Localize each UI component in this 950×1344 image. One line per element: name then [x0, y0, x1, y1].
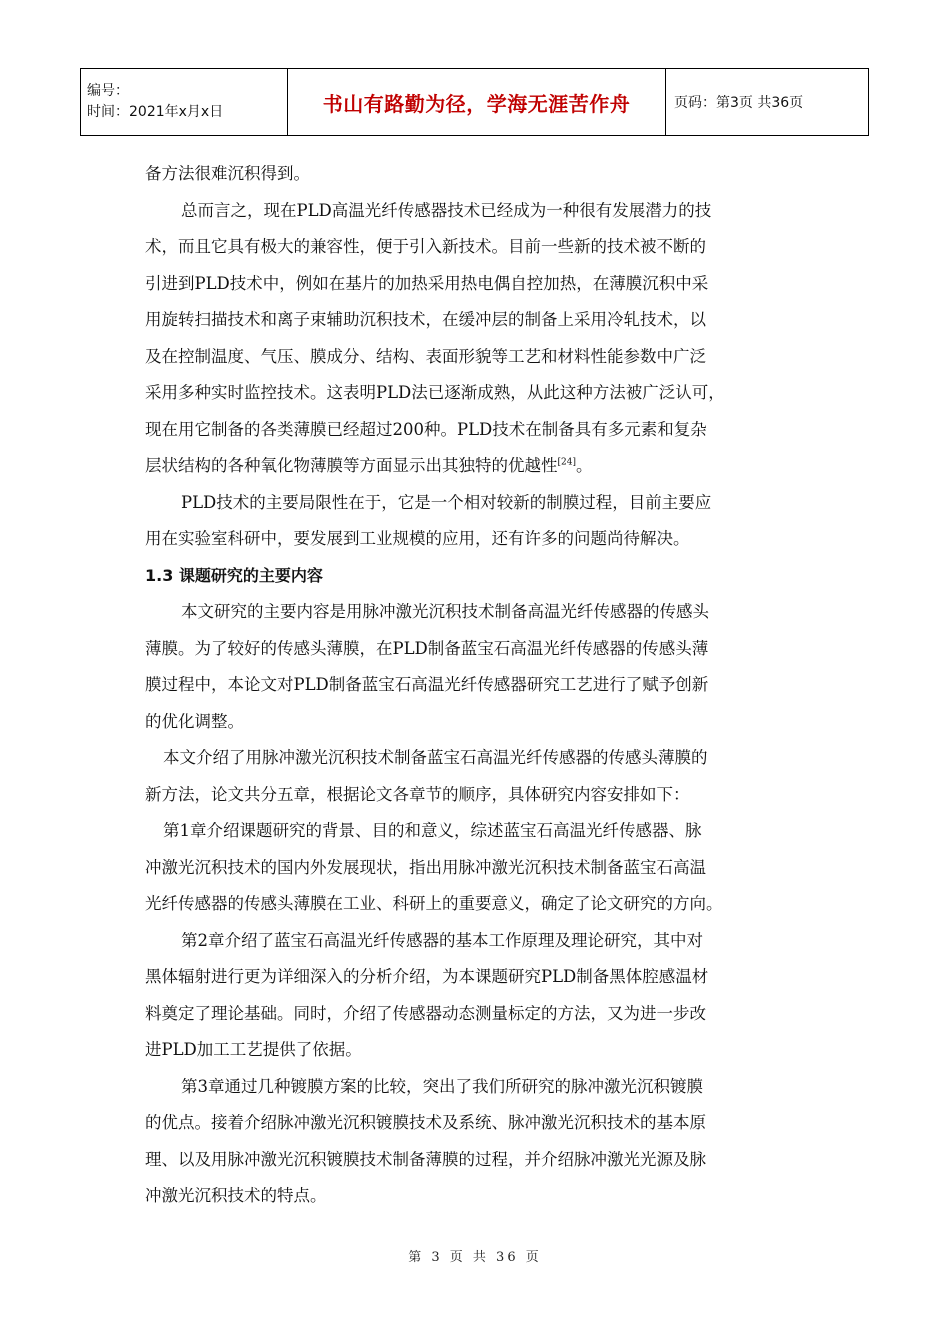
- section-heading: 1.3 课题研究的主要内容: [145, 565, 323, 585]
- header-table: [80, 68, 869, 136]
- citation-ref: [24]: [557, 457, 576, 468]
- paragraph-chapter-2: [145, 923, 810, 1069]
- paragraph-line: 冲激光沉积技术的特点。: [145, 1186, 327, 1205]
- paragraph-line: 总而言之，现在PLD高温光纤传感器技术已经成为一种很有发展潜力的技: [181, 200, 712, 220]
- paragraph-line: 及在控制温度、气压、膜成分、结构、表面形貌等工艺和材料性能参数中广泛: [145, 346, 706, 366]
- paragraph-chapter-3: [145, 1069, 810, 1215]
- paragraph-main-content: [145, 594, 810, 740]
- paragraph-line: 本文研究的主要内容是用脉冲激光沉积技术制备高温光纤传感器的传感头: [181, 602, 709, 621]
- paragraph-line: 用在实验室科研中，要发展到工业规模的应用，还有许多的问题尚待解决。: [145, 529, 690, 548]
- document-date-label: 时间：2021年x月x日: [87, 104, 224, 120]
- paragraph-summary: [145, 193, 810, 485]
- paragraph-text: 层状结构的各种氧化物薄膜等方面显示出其独特的优越性: [145, 456, 558, 475]
- paragraph-line: 引进到PLD技术中，例如在基片的加热采用热电偶自控加热，在薄膜沉积中采: [145, 273, 709, 293]
- paragraph-line: 现在用它制备的各类薄膜已经超过200种。PLD技术在制备具有多元素和复杂: [145, 419, 707, 439]
- document-number-label: 编号：: [87, 83, 129, 99]
- paragraph-line: 第2章介绍了蓝宝石高温光纤传感器的基本工作原理及理论研究，其中对: [181, 930, 703, 950]
- paragraph-line: 的优点。接着介绍脉冲激光沉积镀膜技术及系统、脉冲激光沉积技术的基本原: [145, 1113, 706, 1132]
- paragraph-end-punct: 。: [575, 456, 593, 475]
- paragraph-line: 备方法很难沉积得到。: [145, 164, 310, 183]
- paragraph-line: 理、以及用脉冲激光沉积镀膜技术制备薄膜的过程，并介绍脉冲激光光源及脉: [145, 1149, 706, 1169]
- paragraph-outline-intro: [145, 740, 810, 813]
- paragraph-line: [145, 448, 810, 485]
- document-body: [145, 156, 810, 1215]
- paragraph-line: 新方法，论文共分五章，根据论文各章节的顺序，具体研究内容安排如下：: [145, 784, 690, 804]
- paragraph-line: 术，而且它具有极大的兼容性，便于引入新技术。目前一些新的技术被不断的: [145, 237, 706, 256]
- paragraph-line: 进PLD加工工艺提供了依据。: [145, 1040, 362, 1059]
- paragraph-chapter-1: [145, 813, 810, 923]
- paragraph-line: 用旋转扫描技术和离子束辅助沉积技术，在缓冲层的制备上采用冷轧技术，以: [145, 310, 706, 329]
- paragraph-line: 本文介绍了用脉冲激光沉积技术制备蓝宝石高温光纤传感器的传感头薄膜的: [163, 748, 708, 767]
- paragraph-line: 光纤传感器的传感头薄膜在工业、科研上的重要意义，确定了论文研究的方向。: [145, 894, 723, 913]
- page-footer: 第 3 页 共 36 页: [408, 1250, 542, 1265]
- paragraph-line: 第3章通过几种镀膜方案的比较，突出了我们所研究的脉冲激光沉积镀膜: [181, 1076, 703, 1096]
- paragraph-line: 料奠定了理论基础。同时，介绍了传感器动态测量标定的方法，又为进一步改: [145, 1003, 706, 1023]
- header-page-info: 页码：第3页 共36页: [666, 69, 869, 136]
- paragraph-line: PLD技术的主要局限性在于，它是一个相对较新的制膜过程，目前主要应: [181, 492, 712, 512]
- header-motto: 书山有路勤为径，学海无涯苦作舟: [288, 69, 666, 136]
- paragraph-line: 的优化调整。: [145, 711, 244, 731]
- header-meta-cell: [81, 69, 288, 136]
- paragraph-limitations: [145, 485, 810, 558]
- paragraph-line: 冲激光沉积技术的国内外发展现状，指出用脉冲激光沉积技术制备蓝宝石高温: [145, 857, 706, 877]
- paragraph-line: 采用多种实时监控技术。这表明PLD法已逐渐成熟，从此这种方法被广泛认可，: [145, 383, 725, 402]
- paragraph-line: 膜过程中，本论文对PLD制备蓝宝石高温光纤传感器研究工艺进行了赋予创新: [145, 675, 709, 694]
- paragraph-line: 黑体辐射进行更为详细深入的分析介绍，为本课题研究PLD制备黑体腔感温材: [145, 967, 709, 986]
- paragraph-line: 第1章介绍课题研究的背景、目的和意义，综述蓝宝石高温光纤传感器、脉: [163, 821, 702, 840]
- paragraph-line: 薄膜。为了较好的传感头薄膜，在PLD制备蓝宝石高温光纤传感器的传感头薄: [145, 638, 709, 658]
